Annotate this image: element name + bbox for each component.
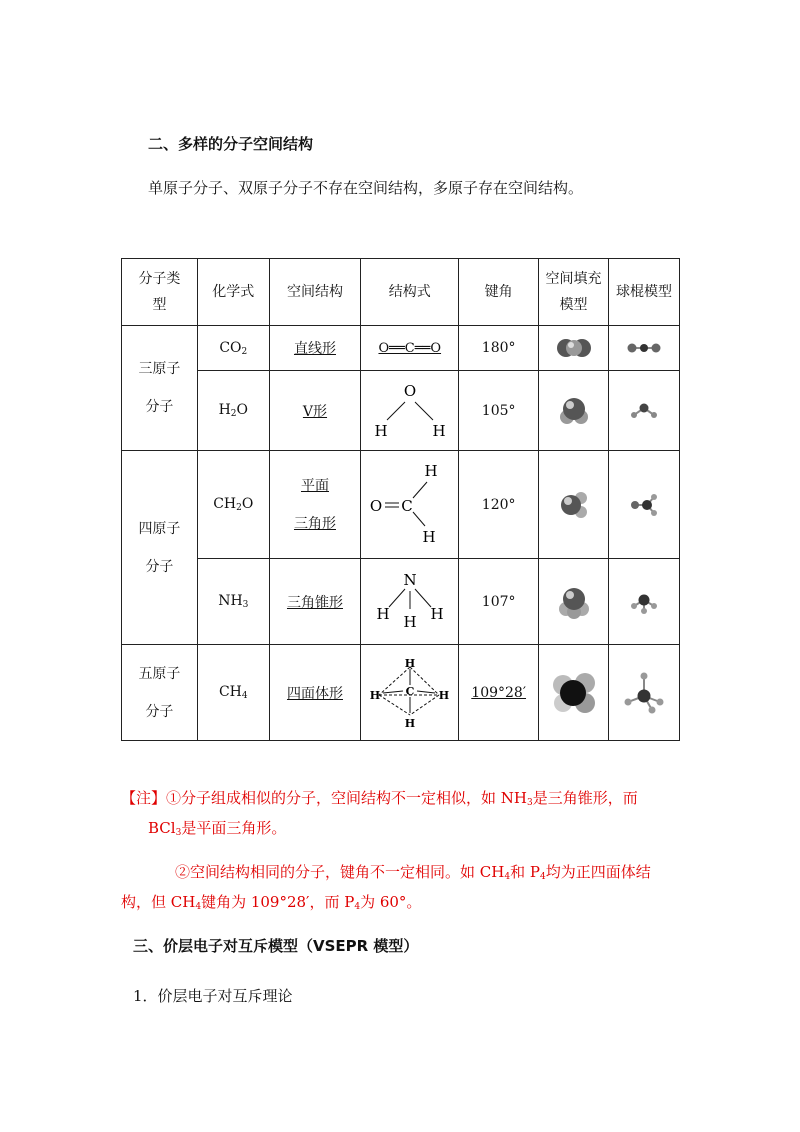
atom-label: H: [432, 421, 446, 440]
bond-angle-cell: 109°28′: [459, 645, 539, 741]
bond-angle-cell: 180°: [459, 326, 539, 371]
atom-label: C: [405, 684, 415, 698]
header-molecule-type: 分子类型: [122, 259, 198, 326]
space-filling-model-h2o: [539, 371, 609, 451]
methane-structural-diagram: [365, 655, 455, 731]
ball-stick-model-co2: [609, 326, 680, 371]
header-space-filling-model: 空间填充模型: [539, 259, 609, 326]
section3-heading: 三、价层电子对互斥模型（VSEPR 模型）: [133, 937, 419, 955]
header-ball-stick-model: 球棍模型: [609, 259, 680, 326]
header-shape: 空间结构: [269, 259, 361, 326]
ball-stick-model-ch2o: [609, 451, 680, 559]
atom-label: C: [401, 496, 413, 515]
header-bond-angle: 键角: [459, 259, 539, 326]
table-row: [122, 451, 680, 559]
group-type-triatomic: 三原子分子: [122, 326, 198, 451]
atom-label: H: [404, 656, 415, 670]
atom-label: H: [376, 604, 390, 623]
shape-cell: 四面体形: [269, 645, 361, 741]
structural-formula-cell: [361, 559, 459, 645]
atom-label: H: [374, 421, 388, 440]
ball-stick-model-nh3: [609, 559, 680, 645]
structural-formula-cell: O══C══O: [361, 326, 459, 371]
atom-label: H: [422, 527, 436, 546]
structural-formula-cell: [361, 645, 459, 741]
atom-label: H: [369, 688, 380, 702]
formaldehyde-structural-diagram: [365, 460, 455, 550]
ball-stick-model-h2o: [609, 371, 680, 451]
section3-item-1: 1．价层电子对互斥理论: [133, 987, 293, 1005]
header-formula: 化学式: [197, 259, 269, 326]
atom-label: N: [403, 570, 417, 589]
section2-heading: 二、多样的分子空间结构: [148, 135, 314, 153]
bond-angle-cell: 107°: [459, 559, 539, 645]
table-row: [122, 645, 680, 741]
atom-label: O: [403, 381, 416, 400]
formula-cell: $H_2O$: [197, 371, 269, 451]
section2-intro: 单原子分子、双原子分子不存在空间结构，多原子存在空间结构。: [148, 179, 584, 197]
table-header-row: [122, 259, 680, 326]
water-structural-diagram: [365, 380, 455, 442]
shape-cell: 平面 三角形: [269, 451, 361, 559]
shape-cell: 直线形: [269, 326, 361, 371]
structural-formula-cell: [361, 451, 459, 559]
shape-cell: V形: [269, 371, 361, 451]
note-line-1: 【注】①分子组成相似的分子，空间结构不一定相似，如 $NH_3$是三角锥形，而: [121, 789, 638, 808]
table-row: [122, 326, 680, 371]
atom-label: H: [430, 604, 444, 623]
space-filling-model-ch4: [539, 645, 609, 741]
space-filling-model-nh3: [539, 559, 609, 645]
note-line-3: ②空间结构相同的分子，键角不一定相同。如 $CH_4$和 $P_4$均为正四面体结: [175, 863, 651, 882]
table-row: [122, 559, 680, 645]
atom-label: H: [403, 612, 417, 631]
atom-label: H: [404, 716, 415, 730]
ball-stick-model-ch4: [609, 645, 680, 741]
bond-angle-cell: 120°: [459, 451, 539, 559]
space-filling-model-ch2o: [539, 451, 609, 559]
structural-formula-cell: [361, 371, 459, 451]
atom-label: H: [438, 688, 449, 702]
atom-label: O: [369, 496, 382, 515]
header-structural-formula: 结构式: [361, 259, 459, 326]
formula-cell: $CO_2$: [197, 326, 269, 371]
formula-cell: $NH_3$: [197, 559, 269, 645]
bond-angle-cell: 105°: [459, 371, 539, 451]
atom-label: H: [424, 461, 438, 480]
note-line-2: BCl$_3$是平面三角形。: [148, 819, 287, 838]
ammonia-structural-diagram: [365, 569, 455, 635]
group-type-pentatomic: 五原子分子: [122, 645, 198, 741]
group-type-tetratomic: 四原子分子: [122, 451, 198, 645]
space-filling-model-co2: [539, 326, 609, 371]
shape-cell: 三角锥形: [269, 559, 361, 645]
note-line-4: 构，但 $CH_4$键角为 109°28′，而 $P_4$为 60°。: [121, 893, 422, 912]
formula-cell: $CH_2O$: [197, 451, 269, 559]
table-row: [122, 371, 680, 451]
formula-cell: $CH_4$: [197, 645, 269, 741]
molecule-structure-table: [121, 258, 680, 741]
